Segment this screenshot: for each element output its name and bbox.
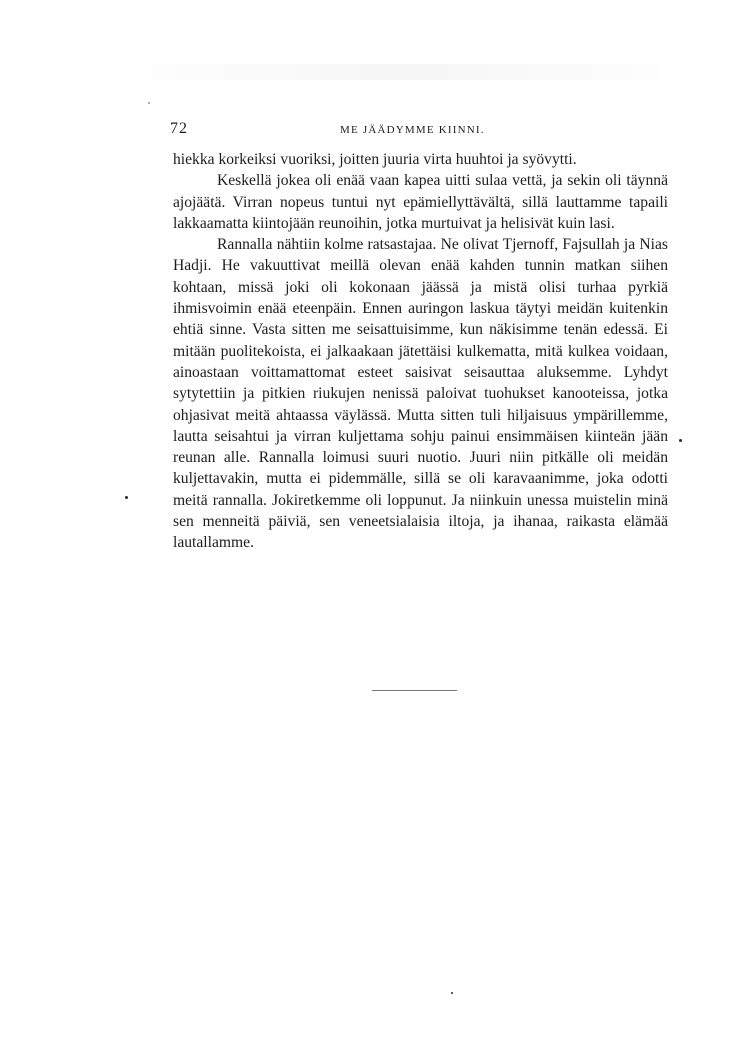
- paragraph-3: Rannalla nähtiin kolme ratsastajaa. Ne olivat Tjernoff, Fajsullah ja Nias Hadji. He vakuuttivat meillä olevan enää kahden tunnin matkan siihen kohtaan, missä joki oli kokonaan jäässä ja mistä olisi turhaa pyrkiä ihmisvoimin enää eteenpäin. Ennen auringon laskua täytyi meidän kuitenkin ehtiä sinne. Vasta sitten me seisattuisimme, kun näkisimme tenän edessä. Ei mitään puolitekoista, ei jalkaakaan jätettäisi kulkematta, mitä kulkea voidaan, ainoastaan voittamattomat esteet saisivat seisauttaa aluksemme. Lyhdyt sytytettiin ja pitkien riukujen nenissä paloivat tuohukset kanooteissa, jotka ohjasivat meitä ahtaassa väylässä. Mutta sitten tuli hiljaisuus ympärillemme, lautta seisahtui ja virran kuljettama sohju painui ensimmäisen kiinteän jään reunan alle. Rannalla loimusi suuri nuotio. Juuri niin pitkälle oli meidän kuljettavakin, mutta ei pidemmälle, sillä se oli karavaanimme, joka odotti meitä rannalla. Jokiretkemme oli loppunut. Ja niinkuin unessa muistelin minä sen menneitä päiviä, sen veneetsialaisia iltoja, ja ihanaa, raikasta elämää lautallamme.: [173, 236, 668, 552]
- body-text: [173, 149, 668, 554]
- paragraph-2: Keskellä jokea oli enää vaan kapea uitti sulaa vettä, ja sekin oli täynnä ajojäätä. Virran nopeus tuntui nyt epämiellyttävältä, sillä lauttamme tapaili lakkaamatta kiintojään reunoihin, jotka murtuivat ja helisivät kuin lasi.: [173, 172, 668, 232]
- running-title: ME JÄÄDYMME KIINNI.: [340, 124, 485, 136]
- end-rule: [372, 690, 457, 691]
- scan-speck: [148, 102, 150, 104]
- paragraph-1: hiekka korkeiksi vuoriksi, joitten juuria virta huuhtoi ja syövytti.: [173, 151, 577, 168]
- scan-speck: [451, 992, 453, 994]
- scan-smudge: [95, 64, 715, 80]
- scan-speck: [679, 439, 682, 442]
- page-number: 72: [170, 120, 188, 137]
- scan-speck: [125, 496, 128, 499]
